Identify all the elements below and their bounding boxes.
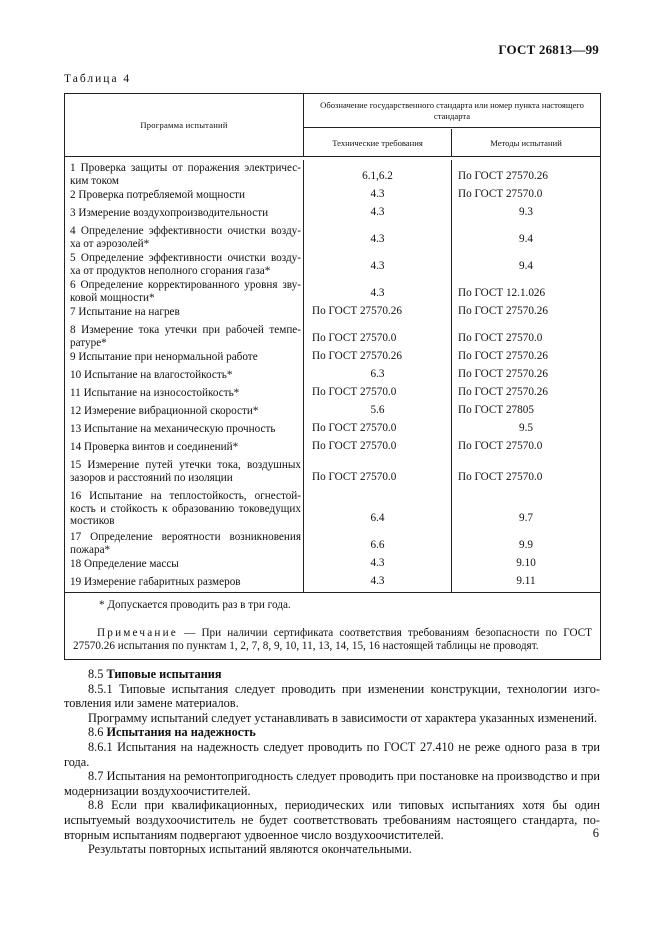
standard-designation: ГОСТ 26813—99 — [498, 42, 599, 57]
cell-value: 9.10 — [516, 557, 536, 570]
cell-test-method — [452, 421, 600, 439]
cell-value: 9.4 — [519, 233, 533, 246]
table-row — [65, 488, 600, 529]
cell-value: По ГОСТ 27570.26 — [458, 170, 548, 183]
cell-test-method — [452, 349, 600, 367]
cell-test-method — [452, 488, 600, 529]
cell-value: 4.3 — [370, 260, 385, 273]
cell-value: 6.6 — [370, 539, 385, 552]
cell-technical-requirements — [304, 403, 451, 421]
table-row — [65, 250, 600, 277]
table-row — [65, 223, 600, 250]
cell-technical-requirements — [304, 385, 451, 403]
cell-technical-requirements — [304, 187, 451, 205]
cell-value: По ГОСТ 27570.26 — [458, 305, 548, 318]
table-row — [65, 403, 600, 421]
cell-value: 6.1,6.2 — [362, 170, 393, 183]
cell-value: По ГОСТ 27570.26 — [458, 368, 548, 381]
cell-value: По ГОСТ 27570.0 — [458, 471, 543, 484]
cell-value: 6.3 — [370, 368, 385, 381]
cell-value: 4.3 — [370, 233, 385, 246]
cell-value: 9.4 — [519, 260, 533, 273]
table-row — [65, 421, 600, 439]
cell-technical-requirements — [304, 349, 451, 367]
cell-test-method — [452, 205, 600, 223]
cell-technical-requirements — [304, 205, 451, 223]
cell-test-method — [452, 457, 600, 488]
section-number: 8.5 — [88, 667, 104, 681]
cell-value: По ГОСТ 27570.0 — [458, 440, 543, 453]
cell-value: По ГОСТ 27570.0 — [458, 188, 543, 201]
cell-technical-requirements — [304, 439, 451, 457]
table-row — [65, 322, 600, 349]
table-row — [65, 277, 600, 304]
cell-test-method — [452, 385, 600, 403]
cell-test-method — [452, 367, 600, 385]
cell-technical-requirements — [304, 277, 451, 304]
cell-technical-requirements — [304, 488, 451, 529]
cell-technical-requirements — [304, 160, 451, 187]
cell-value: По ГОСТ 27805 — [458, 404, 534, 417]
cell-program: 8 Измерение тока утечки при рабочей темпе-ратуре* — [70, 324, 301, 349]
section-8-5-heading — [64, 667, 600, 682]
page-number: 6 — [592, 826, 599, 840]
cell-value: По ГОСТ 27570.26 — [312, 350, 402, 363]
cell-test-method — [452, 439, 600, 457]
cell-value: По ГОСТ 27570.0 — [312, 332, 397, 345]
cell-technical-requirements — [304, 250, 451, 277]
cell-program: 11 Испытание на износостойкость* — [70, 387, 240, 399]
section-number: 8.6 — [88, 725, 104, 740]
table-note — [65, 615, 600, 659]
cell-program: 4 Определение эффективности очистки возду-ха от аэрозолей* — [70, 225, 301, 250]
cell-value: 4.3 — [370, 206, 385, 219]
header-technical-requirements: Технические требования — [304, 129, 452, 156]
table-row — [65, 160, 600, 187]
table-row — [65, 457, 600, 488]
cell-technical-requirements — [304, 322, 451, 349]
cell-test-method — [452, 304, 600, 322]
cell-value: По ГОСТ 27570.0 — [312, 440, 397, 453]
cell-value: 5.6 — [370, 404, 385, 417]
section-title: Типовые испытания — [106, 667, 222, 681]
cell-program: 6 Определение корректированного уровня зву-ковой мощности* — [70, 279, 301, 304]
header-test-methods: Методы испытаний — [490, 137, 562, 148]
cell-program: 9 Испытание при ненормальной работе — [70, 351, 258, 363]
table-row — [65, 367, 600, 385]
table-row — [65, 385, 600, 403]
paragraph-8-5-1: 8.5.1 Типовые испытания следует проводить при изменении конструкции, технологии изго-товления или замене материалов. — [64, 681, 600, 711]
paragraph-8-7: 8.7 Испытания на ремонтопригодность следует проводить при постановке на производство и при модернизации воздухоочистителей. — [64, 769, 600, 798]
paragraph-8-6-1: 8.6.1 Испытания на надежность следует проводить по ГОСТ 27.410 не реже одного раза в три года. — [64, 739, 600, 769]
test-program-table — [64, 93, 601, 660]
table-row — [65, 187, 600, 205]
cell-technical-requirements — [304, 574, 451, 592]
cell-test-method — [452, 529, 600, 556]
cell-test-method — [452, 250, 600, 277]
cell-value: По ГОСТ 27570.26 — [458, 386, 548, 399]
cell-value: По ГОСТ 27570.0 — [458, 332, 543, 345]
cell-value: 9.9 — [519, 539, 533, 552]
cell-value: По ГОСТ 27570.0 — [312, 471, 397, 484]
paragraph-8-5-2: Программу испытаний следует устанавливать в зависимости от характера указанных изменений. — [88, 710, 598, 725]
cell-test-method — [452, 187, 600, 205]
cell-program: 10 Испытание на влагостойкость* — [70, 369, 233, 381]
cell-value: 4.3 — [370, 287, 385, 300]
cell-test-method — [452, 574, 600, 592]
cell-program: 14 Проверка винтов и соединений* — [70, 441, 239, 453]
cell-technical-requirements — [304, 457, 451, 488]
cell-technical-requirements — [304, 556, 451, 574]
cell-technical-requirements — [304, 367, 451, 385]
cell-value: 4.3 — [370, 575, 385, 588]
cell-program: 5 Определение эффективности очистки возду-ха от продуктов неполного сгорания газа* — [70, 252, 301, 277]
cell-program: 19 Измерение габаритных размеров — [70, 576, 241, 588]
cell-value: 4.3 — [370, 557, 385, 570]
cell-technical-requirements — [304, 529, 451, 556]
cell-program: 1 Проверка защиты от поражения электричес-ким током — [70, 162, 301, 187]
cell-value: По ГОСТ 27570.0 — [312, 422, 397, 435]
cell-test-method — [452, 277, 600, 304]
cell-value: 6.4 — [370, 512, 385, 525]
cell-value: 9.3 — [519, 206, 533, 219]
cell-value: 9.11 — [516, 575, 536, 588]
cell-test-method — [452, 403, 600, 421]
table-footnote: * Допускается проводить раз в три года. — [65, 592, 600, 615]
cell-value: По ГОСТ 27570.26 — [458, 350, 548, 363]
paragraph-8-9: Результаты повторных испытаний являются окончательными. — [88, 842, 412, 857]
cell-test-method — [452, 160, 600, 187]
table-row — [65, 205, 600, 223]
table-header — [65, 94, 600, 157]
cell-program: 3 Измерение воздухопроизводительности — [70, 207, 269, 219]
cell-technical-requirements — [304, 223, 451, 250]
cell-technical-requirements — [304, 304, 451, 322]
header-program: Программа испытаний — [65, 94, 304, 156]
note-text: — При наличии сертификата соответствия требованиям безопасности по ГОСТ 27570.26 испытания по пунктам 1, 2, 7, 8, 9, 10, 11, 13, 14, 15, 16 настоящей таблицы не проводят. — [73, 627, 592, 652]
cell-program: 2 Проверка потребляемой мощности — [70, 189, 246, 201]
cell-program: 7 Испытание на нагрев — [70, 306, 180, 318]
cell-program: 12 Измерение вибрационной скорости* — [70, 405, 259, 417]
cell-program: 18 Определение массы — [70, 558, 179, 570]
cell-test-method — [452, 322, 600, 349]
body-text — [64, 667, 600, 857]
table-row — [65, 574, 600, 592]
cell-value: 9.7 — [519, 512, 533, 525]
header-standard-designation: Обозначение государственного стандарта или номер пункта настоящего стандарта — [304, 94, 600, 128]
cell-test-method — [452, 556, 600, 574]
table-body — [65, 160, 600, 592]
cell-program: 17 Определение вероятности возникновения пожара* — [70, 531, 301, 556]
section-8-6-heading — [64, 725, 600, 740]
cell-value: По ГОСТ 12.1.026 — [458, 287, 546, 300]
table-row — [65, 529, 600, 556]
cell-value: 9.5 — [519, 422, 533, 435]
table-title: Таблица 4 — [64, 73, 132, 85]
cell-value: 4.3 — [370, 188, 385, 201]
note-label: Примечание — [97, 627, 178, 639]
table-row — [65, 304, 600, 322]
table-row — [65, 349, 600, 367]
cell-program: 13 Испытание на механическую прочность — [70, 423, 276, 435]
table-row — [65, 556, 600, 574]
cell-technical-requirements — [304, 421, 451, 439]
cell-program: 16 Испытание на теплостойкость, огнестой-кость и стойкость к образованию токоведущих мостиков — [70, 490, 301, 528]
table-row — [65, 439, 600, 457]
cell-test-method — [452, 223, 600, 250]
section-title: Испытания на надежность — [106, 725, 256, 740]
paragraph-8-8: 8.8 Если при квалификационных, периодических или типовых испытаниях хотя бы один испытуемый воздухоочиститель не будет соответствовать требованиям настоящего стандарта, по-вторным испытаниям подвергают удвоенное число воздухоочистителей. — [64, 798, 600, 842]
cell-program: 15 Измерение путей утечки тока, воздушных зазоров и расстояний по изоляции — [70, 459, 301, 484]
cell-value: По ГОСТ 27570.26 — [312, 305, 402, 318]
cell-value: По ГОСТ 27570.0 — [312, 386, 397, 399]
